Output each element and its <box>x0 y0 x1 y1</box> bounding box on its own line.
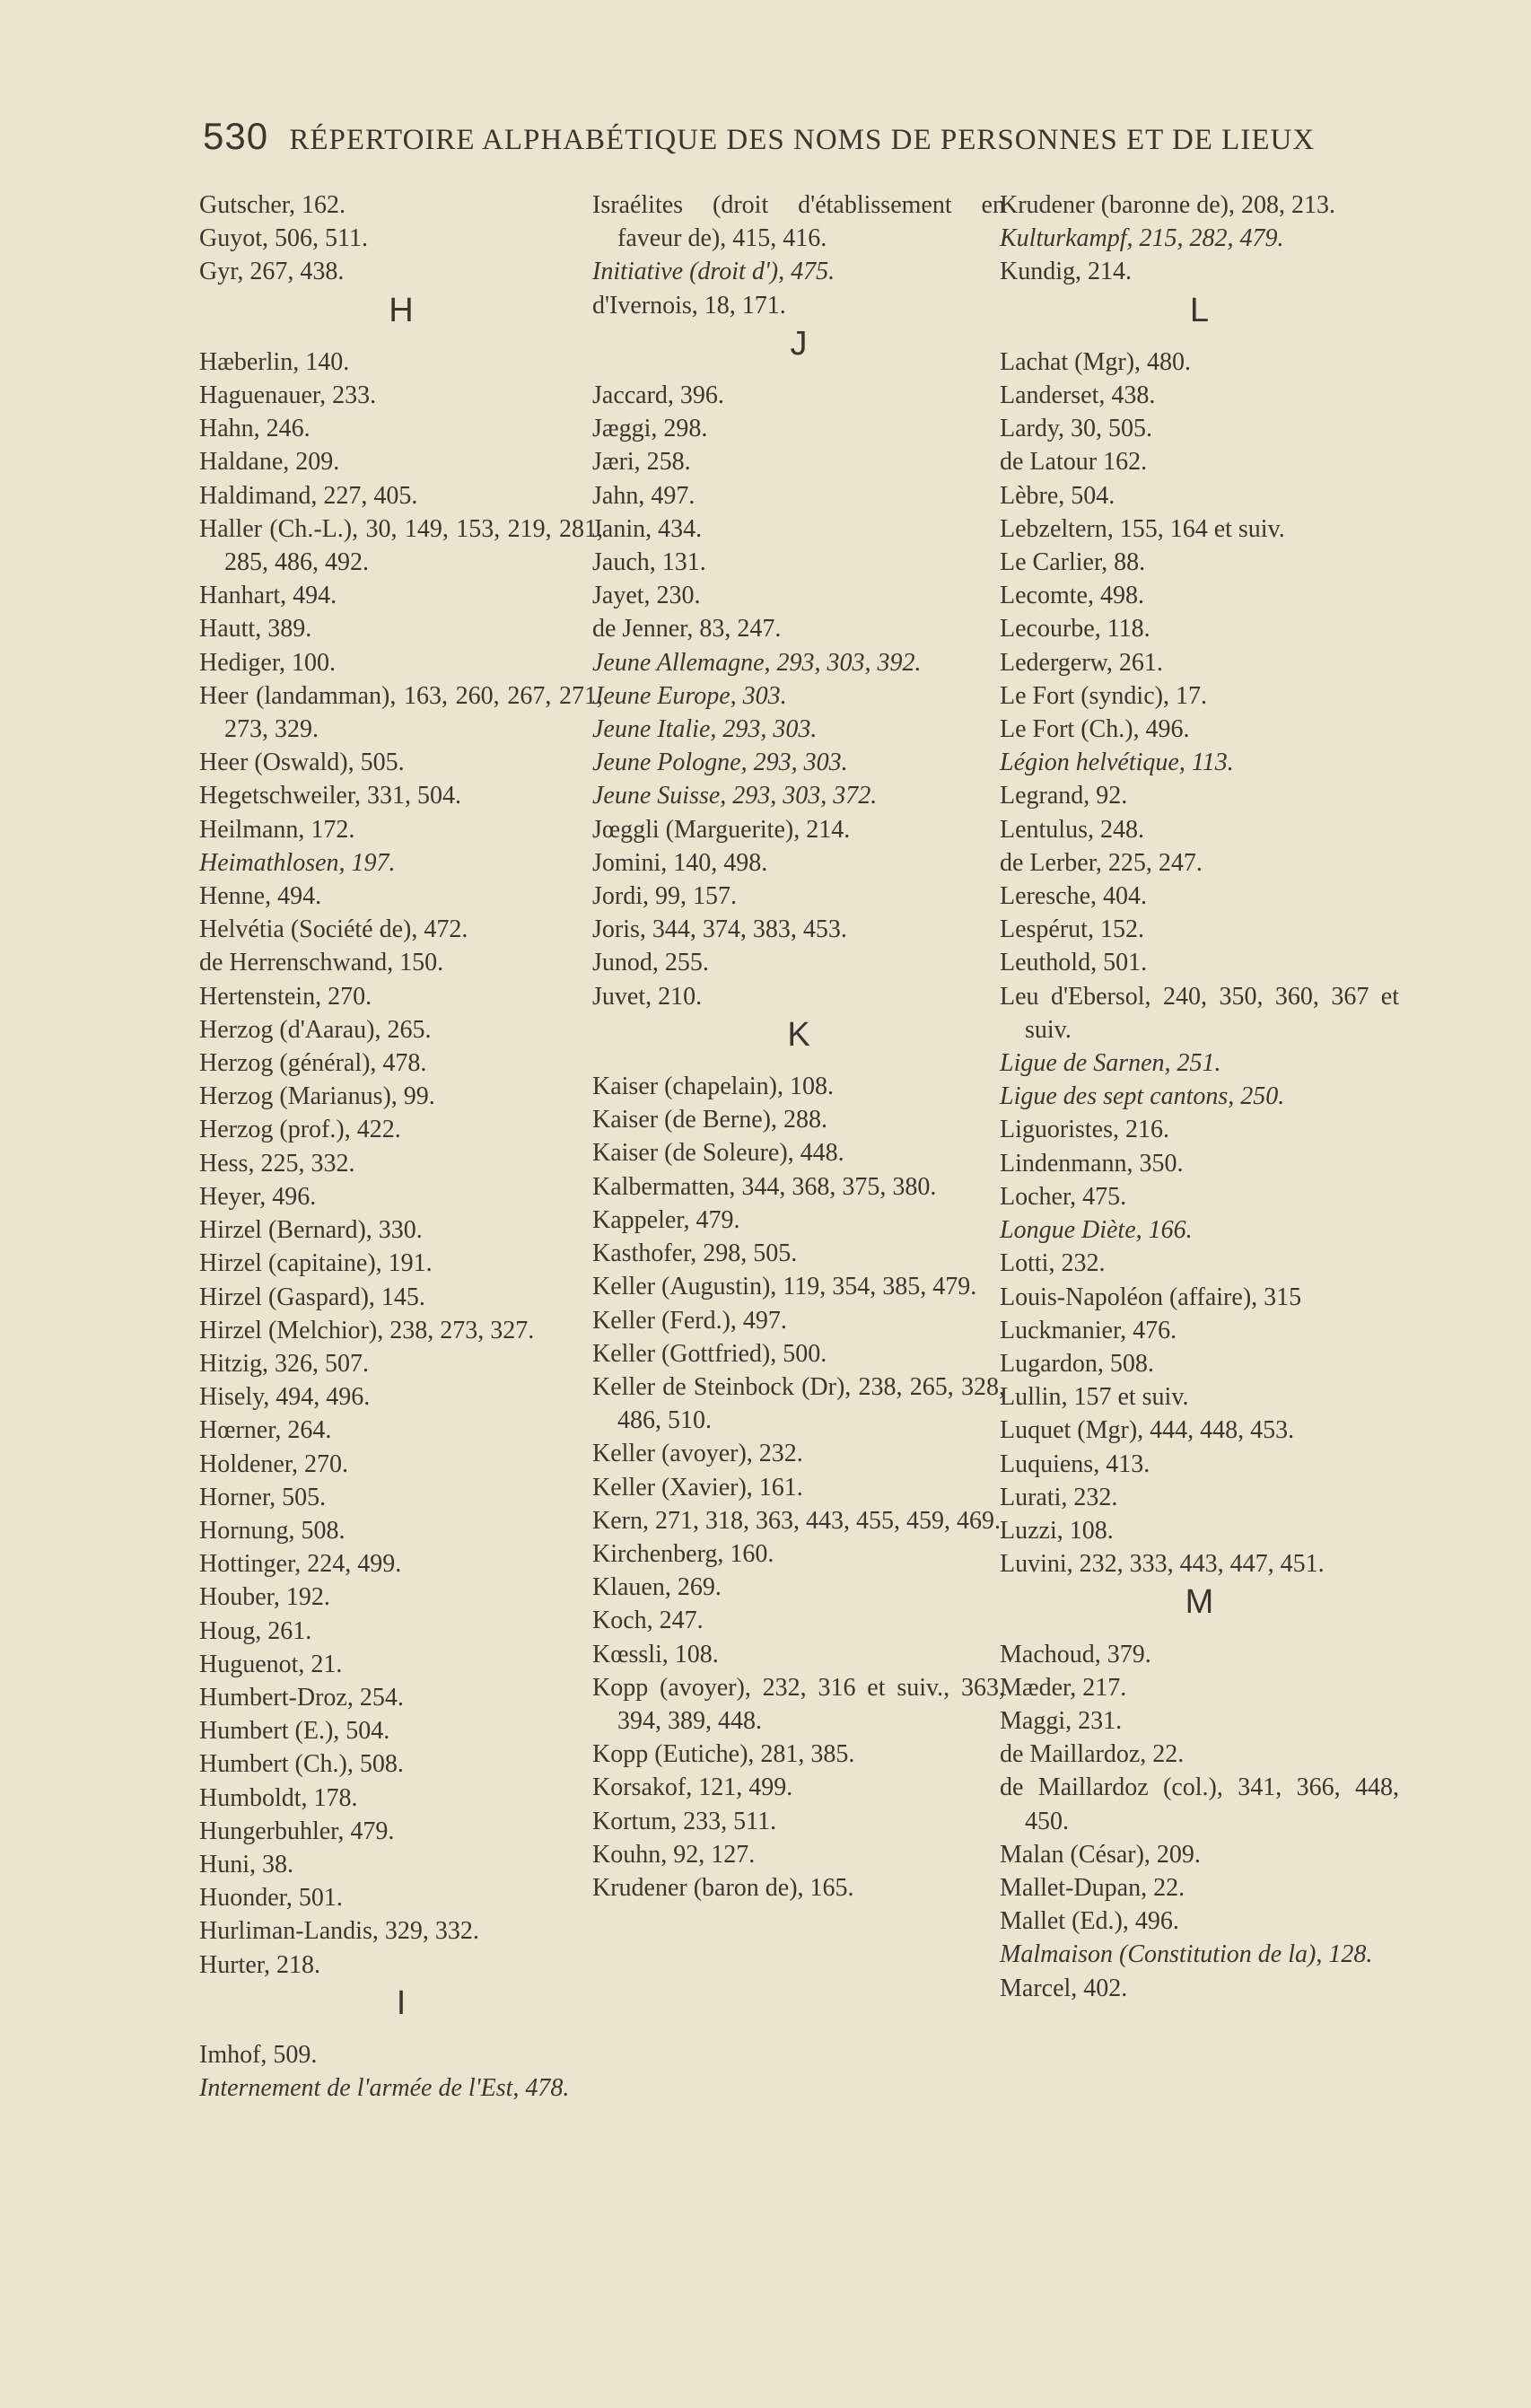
index-entry: Joris, 344, 374, 383, 453. <box>592 915 847 944</box>
index-entry: Kappeler, 479. <box>592 1205 740 1234</box>
index-entry: Kern, 271, 318, 363, 443, 455, 459, 469. <box>592 1506 1001 1535</box>
index-entry: Luquiens, 413. <box>1000 1449 1150 1478</box>
index-entry: Huni, 38. <box>199 1850 293 1878</box>
index-entry: Heilmann, 172. <box>199 815 355 844</box>
index-entry: Legrand, 92. <box>1000 782 1128 810</box>
index-entry: Hautt, 389. <box>199 615 312 644</box>
index-entry: Kaiser (chapelain), 108. <box>592 1073 834 1101</box>
index-entry: Imhof, 509. <box>199 2040 318 2069</box>
index-entry: Herzog (Marianus), 99. <box>199 1082 435 1111</box>
index-entry: Luzzi, 108. <box>1000 1516 1114 1545</box>
index-entry: Hertenstein, 270. <box>199 982 372 1011</box>
index-entry: Houg, 261. <box>199 1616 312 1645</box>
index-entry: de Lerber, 225, 247. <box>1000 848 1203 877</box>
index-entry: Hurter, 218. <box>199 1950 320 1979</box>
section-letter: K <box>787 1015 810 1054</box>
index-entry: Hurliman-Landis, 329, 332. <box>199 1917 479 1946</box>
index-entry: Huguenot, 21. <box>199 1650 343 1678</box>
index-entry: Humbert (E.), 504. <box>199 1717 390 1746</box>
index-entry: Longue Diète, 166. <box>1000 1216 1193 1245</box>
index-entry: Initiative (droit d'), 475. <box>592 258 835 286</box>
index-entry: Machoud, 379. <box>1000 1640 1151 1668</box>
index-entry: de Herrenschwand, 150. <box>199 949 444 977</box>
index-entry: Lurati, 232. <box>1000 1483 1118 1511</box>
index-entry: Leresche, 404. <box>1000 882 1148 911</box>
index-entry: Hœrner, 264. <box>199 1416 332 1445</box>
index-entry: Kouhn, 92, 127. <box>592 1840 756 1869</box>
index-entry: Hahn, 246. <box>199 415 311 443</box>
index-column-2 <box>592 188 1005 1905</box>
index-entry: Ligue des sept cantons, 250. <box>1000 1082 1285 1111</box>
index-entry: Leu d'Ebersol, 240, 350, 360, 367 et suiv. <box>1000 982 1399 1044</box>
index-entry: Henne, 494. <box>199 882 322 911</box>
index-entry: Lugardon, 508. <box>1000 1349 1154 1378</box>
index-entry: Lullin, 157 et suiv. <box>1000 1383 1189 1412</box>
index-entry: Keller de Steinbock (Dr), 238, 265, 328, 486, 510. <box>592 1372 1005 1435</box>
index-entry: Internement de l'armée de l'Est, 478. <box>199 2074 570 2103</box>
index-entry: Jauch, 131. <box>592 548 706 577</box>
index-entry: Jayet, 230. <box>592 582 701 610</box>
index-entry: Lentulus, 248. <box>1000 815 1144 844</box>
index-entry: Luvini, 232, 333, 443, 447, 451. <box>1000 1550 1325 1579</box>
index-entry: Jomini, 140, 498. <box>592 848 768 877</box>
index-entry: Kasthofer, 298, 505. <box>592 1239 798 1268</box>
index-entry: Kundig, 214. <box>1000 258 1132 286</box>
index-entry: de Jenner, 83, 247. <box>592 615 782 644</box>
index-entry: Kirchenberg, 160. <box>592 1539 774 1568</box>
index-column-1 <box>199 188 603 2105</box>
index-entry: Malmaison (Constitution de la), 128. <box>1000 1940 1373 1969</box>
index-entry: Hess, 225, 332. <box>199 1149 355 1178</box>
index-entry: Jeune Suisse, 293, 303, 372. <box>592 782 878 810</box>
index-entry: Humbert (Ch.), 508. <box>199 1750 404 1779</box>
index-entry: Horner, 505. <box>199 1483 327 1511</box>
index-entry: Korsakof, 121, 499. <box>592 1773 793 1802</box>
index-entry: Kalbermatten, 344, 368, 375, 380. <box>592 1172 937 1201</box>
index-entry: Jeune Europe, 303. <box>592 681 787 710</box>
index-entry: Lindenmann, 350. <box>1000 1149 1184 1178</box>
index-entry: de Latour 162. <box>1000 448 1148 477</box>
index-entry: Hirzel (capitaine), 191. <box>199 1249 433 1278</box>
index-entry: Lecomte, 498. <box>1000 582 1144 610</box>
page-header <box>203 115 1369 158</box>
index-entry: Luckmanier, 476. <box>1000 1316 1177 1344</box>
index-entry: Hegetschweiler, 331, 504. <box>199 782 462 810</box>
index-entry: Krudener (baronne de), 208, 213. <box>1000 191 1335 219</box>
index-entry: Kaiser (de Berne), 288. <box>592 1106 828 1134</box>
index-entry: Hirzel (Bernard), 330. <box>199 1216 423 1245</box>
index-entry: Jahn, 497. <box>592 481 696 510</box>
index-entry: Mallet (Ed.), 496. <box>1000 1907 1179 1936</box>
index-entry: Herzog (général), 478. <box>199 1049 427 1078</box>
index-entry: de Maillardoz (col.), 341, 366, 448, 450. <box>1000 1773 1399 1835</box>
section-letter: I <box>396 1983 407 2022</box>
index-entry: Jeune Italie, 293, 303. <box>592 715 818 744</box>
index-entry: Hottinger, 224, 499. <box>199 1550 402 1579</box>
index-entry: Junod, 255. <box>592 949 709 977</box>
section-letter: M <box>1185 1583 1214 1622</box>
index-entry: Malan (César), 209. <box>1000 1840 1201 1869</box>
index-entry: Kopp (avoyer), 232, 316 et suiv., 363, 394, 389, 448. <box>592 1673 1005 1735</box>
index-entry: Hanhart, 494. <box>199 582 337 610</box>
index-entry: Humboldt, 178. <box>199 1783 358 1812</box>
index-entry: Jæggi, 298. <box>592 415 708 443</box>
page-number: 530 <box>203 115 269 157</box>
index-entry: Hungerbuhler, 479. <box>199 1817 395 1845</box>
index-entry: Haller (Ch.-L.), 30, 149, 153, 219, 281, 285, 486, 492. <box>199 514 603 577</box>
index-entry: Landerset, 438. <box>1000 381 1156 410</box>
page-title: RÉPERTOIRE ALPHABÉTIQUE DES NOMS DE PERSONNES ET DE LIEUX <box>289 124 1316 156</box>
index-entry: Koch, 247. <box>592 1607 704 1635</box>
index-entry: Kortum, 233, 511. <box>592 1807 777 1835</box>
index-entry: Lardy, 30, 505. <box>1000 415 1153 443</box>
index-entry: Holdener, 270. <box>199 1449 349 1478</box>
index-column-3 <box>1000 188 1399 2005</box>
index-entry: Légion helvétique, 113. <box>1000 749 1234 777</box>
index-entry: Keller (Gottfried), 500. <box>592 1339 827 1368</box>
index-entry: Guyot, 506, 511. <box>199 224 368 253</box>
index-entry: Heer (Oswald), 505. <box>199 749 405 777</box>
index-entry: Heyer, 496. <box>199 1182 317 1211</box>
index-entry: Keller (Ferd.), 497. <box>592 1306 787 1335</box>
index-entry: Liguoristes, 216. <box>1000 1116 1169 1144</box>
index-entry: Krudener (baron de), 165. <box>592 1873 854 1902</box>
section-letter: J <box>790 324 808 363</box>
index-entry: Haguenauer, 233. <box>199 381 377 410</box>
index-entry: Herzog (prof.), 422. <box>199 1116 401 1144</box>
index-entry: Kœssli, 108. <box>592 1640 719 1668</box>
index-entry: Locher, 475. <box>1000 1182 1127 1211</box>
index-entry: d'Ivernois, 18, 171. <box>592 291 786 320</box>
index-entry: Humbert-Droz, 254. <box>199 1683 404 1712</box>
index-entry: Ledergerw, 261. <box>1000 648 1163 677</box>
index-entry: Haldimand, 227, 405. <box>199 481 418 510</box>
section-letter: L <box>1189 291 1210 329</box>
index-entry: Le Fort (Ch.), 496. <box>1000 715 1190 744</box>
index-entry: Helvétia (Société de), 472. <box>199 915 468 944</box>
index-entry: Hornung, 508. <box>199 1516 346 1545</box>
index-entry: Hirzel (Melchior), 238, 273, 327. <box>199 1316 535 1344</box>
index-entry: Maggi, 231. <box>1000 1706 1123 1735</box>
index-entry: Le Fort (syndic), 17. <box>1000 681 1207 710</box>
index-entry: Marcel, 402. <box>1000 1974 1128 2002</box>
index-entry: Keller (Xavier), 161. <box>592 1473 803 1502</box>
index-entry: Heer (landamman), 163, 260, 267, 271, 273, 329. <box>199 681 603 744</box>
index-entry: Jaccard, 396. <box>592 381 724 410</box>
index-entry: Israélites (droit d'établissement en faveur de), 415, 416. <box>592 191 1005 253</box>
index-entry: Lèbre, 504. <box>1000 481 1115 510</box>
index-entry: Gutscher, 162. <box>199 191 346 219</box>
index-entry: Houber, 192. <box>199 1583 330 1612</box>
index-entry: Lachat (Mgr), 480. <box>1000 347 1192 376</box>
index-entry: Jœggli (Marguerite), 214. <box>592 815 851 844</box>
index-entry: Louis-Napoléon (affaire), 315 <box>1000 1283 1302 1311</box>
index-entry: Jordi, 99, 157. <box>592 882 737 911</box>
index-entry: Lespérut, 152. <box>1000 915 1144 944</box>
index-entry: Huonder, 501. <box>199 1884 343 1913</box>
section-letter: H <box>389 291 414 329</box>
index-entry: Hirzel (Gaspard), 145. <box>199 1283 425 1311</box>
index-entry: Jeune Pologne, 293, 303. <box>592 749 848 777</box>
index-entry: Leuthold, 501. <box>1000 949 1148 977</box>
index-entry: Hediger, 100. <box>199 648 337 677</box>
index-entry: Hæberlin, 140. <box>199 347 350 376</box>
index-entry: Keller (avoyer), 232. <box>592 1440 803 1468</box>
index-entry: Hisely, 494, 496. <box>199 1383 371 1412</box>
index-entry: Heimathlosen, 197. <box>199 848 396 877</box>
index-entry: Kaiser (de Soleure), 448. <box>592 1139 844 1168</box>
index-entry: Haldane, 209. <box>199 448 340 477</box>
index-entry: Kulturkampf, 215, 282, 479. <box>1000 224 1284 253</box>
index-entry: de Maillardoz, 22. <box>1000 1740 1185 1769</box>
index-entry: Hitzig, 326, 507. <box>199 1349 369 1378</box>
index-entry: Klauen, 269. <box>592 1573 722 1602</box>
index-entry: Mallet-Dupan, 22. <box>1000 1873 1185 1902</box>
index-entry: Lotti, 232. <box>1000 1249 1106 1278</box>
index-entry: Herzog (d'Aarau), 265. <box>199 1015 432 1044</box>
index-entry: Gyr, 267, 438. <box>199 258 345 286</box>
index-entry: Ligue de Sarnen, 251. <box>1000 1049 1221 1078</box>
index-entry: Jeune Allemagne, 293, 303, 392. <box>592 648 922 677</box>
index-entry: Luquet (Mgr), 444, 448, 453. <box>1000 1416 1295 1445</box>
index-entry: Mæder, 217. <box>1000 1673 1127 1702</box>
index-entry: Lecourbe, 118. <box>1000 615 1150 644</box>
index-entry: Le Carlier, 88. <box>1000 548 1146 577</box>
index-entry: Kopp (Eutiche), 281, 385. <box>592 1740 855 1769</box>
index-entry: Lebzeltern, 155, 164 et suiv. <box>1000 514 1285 543</box>
index-entry: Juvet, 210. <box>592 982 703 1011</box>
index-entry: Keller (Augustin), 119, 354, 385, 479. <box>592 1273 977 1301</box>
index-entry: Jæri, 258. <box>592 448 691 477</box>
index-entry: Janin, 434. <box>592 514 703 543</box>
